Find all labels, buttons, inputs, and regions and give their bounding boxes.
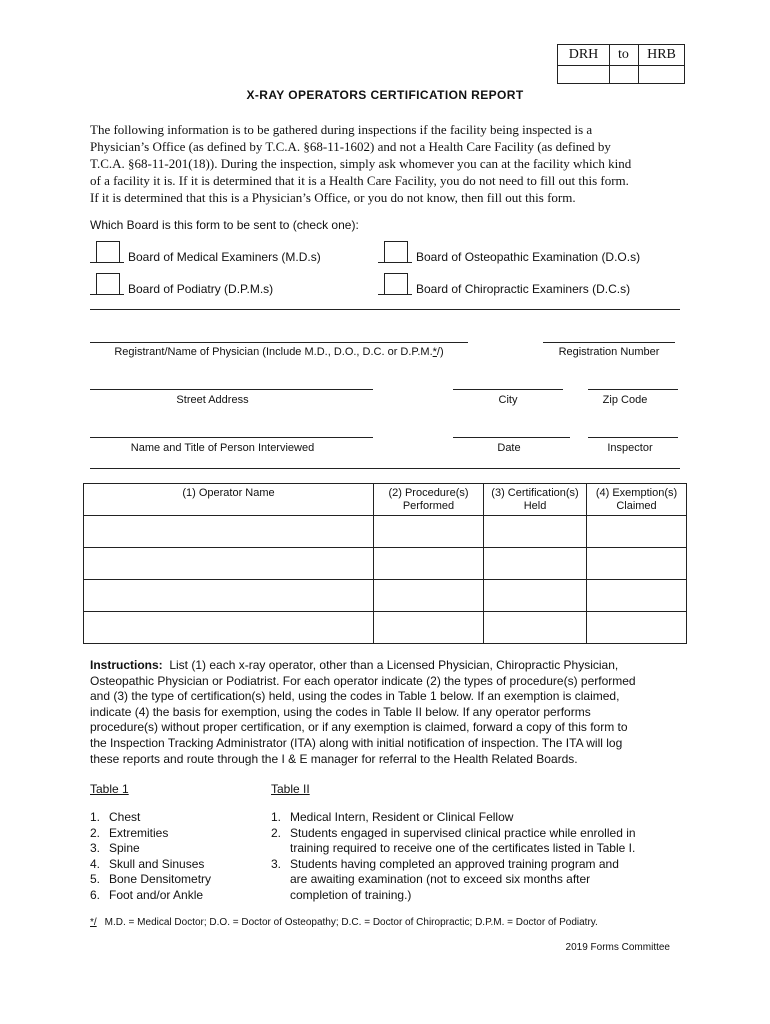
checkbox-underline — [90, 262, 124, 263]
checkbox-medical-examiners[interactable] — [96, 241, 120, 263]
section-divider — [90, 309, 680, 310]
intro-paragraph — [90, 121, 690, 206]
city-field[interactable] — [453, 389, 563, 390]
registrant-name-label: Registrant/Name of Physician (Include M.D., D.O., D.C. or D.P.M.*/) — [114, 346, 444, 358]
street-address-label: Street Address — [176, 394, 249, 406]
instructions-line: indicate (4) the basis for exemption, using the codes in Table II below. If any operator performs — [90, 704, 591, 719]
checkbox-underline — [378, 262, 412, 263]
which-board-prompt: Which Board is this form to be sent to (check one): — [90, 218, 359, 232]
checkbox-podiatry[interactable] — [96, 273, 120, 295]
procedure-cell[interactable] — [374, 516, 484, 548]
checkbox-underline — [378, 294, 412, 295]
table-row — [84, 580, 687, 612]
operator-name-cell[interactable] — [84, 580, 374, 612]
registration-number-label: Registration Number — [558, 346, 660, 358]
table2-list — [271, 810, 636, 904]
intro-line: of a facility it is. If it is determined that it is a Health Care Facility, you do not need to fill out this form. — [90, 173, 629, 188]
procedure-cell[interactable] — [374, 612, 484, 644]
routing-from: DRH — [568, 47, 599, 62]
inspector-field[interactable] — [588, 437, 678, 438]
forms-committee: 2019 Forms Committee — [565, 942, 670, 953]
instructions-line: these reports and route through the I & E manager for referral to the Health Related Boards. — [90, 751, 578, 766]
instructions-line: Osteopathic Physician or Podiatrist. For each operator indicate (2) the types of procedure(s) performed — [90, 673, 636, 688]
certification-cell[interactable] — [484, 580, 587, 612]
header-procedures: (2) Procedure(s) Performed — [374, 484, 484, 516]
table1-title: Table 1 — [90, 782, 129, 796]
zip-code-field[interactable] — [588, 389, 678, 390]
exemption-cell[interactable] — [587, 548, 687, 580]
list-item: 4. Skull and Sinuses — [90, 856, 205, 871]
footnote — [90, 917, 598, 928]
street-address-field[interactable] — [90, 389, 373, 390]
table-row — [84, 548, 687, 580]
list-item: 1. Chest — [90, 810, 141, 824]
intro-line: The following information is to be gathered during inspections if the facility being inspected is a — [90, 122, 593, 137]
list-item-continuation: completion of training.) — [290, 887, 412, 902]
header-certifications: (3) Certification(s) Held — [484, 484, 587, 516]
instructions-line: procedure(s) without proper certification, or if any exemption is claimed, forward a copy of this form to — [90, 720, 628, 735]
routing-divider — [558, 65, 684, 66]
checkbox-underline — [90, 294, 124, 295]
instructions-block — [90, 658, 690, 767]
list-item: 6. Foot and/or Ankle — [90, 887, 204, 902]
list-item-continuation: are awaiting examination (not to exceed six months after — [290, 872, 591, 887]
header-operator-name: (1) Operator Name — [84, 484, 374, 516]
list-item: 3. Students having completed an approved training program and — [271, 856, 619, 871]
interviewee-label: Name and Title of Person Interviewed — [130, 442, 315, 454]
header-exemptions: (4) Exemption(s) Claimed — [587, 484, 687, 516]
table2-title: Table II — [271, 782, 310, 796]
intro-line: T.C.A. §68-11-201(18)). During the inspection, simply ask whomever you can at the facility which kind — [90, 156, 632, 171]
certification-cell[interactable] — [484, 612, 587, 644]
table-header-row — [84, 484, 687, 516]
routing-to: to — [618, 47, 629, 62]
form-title: X-RAY OPERATORS CERTIFICATION REPORT — [246, 88, 524, 102]
list-item: 3. Spine — [90, 841, 140, 856]
registrant-name-field[interactable] — [90, 342, 468, 343]
intro-line: Physician’s Office (as defined by T.C.A. §68-11-1602) and not a Health Care Facility (as defined by — [90, 139, 611, 154]
list-item-continuation: training required to receive one of the certificates listed in Table I. — [290, 841, 636, 856]
table1-list — [90, 810, 211, 904]
registration-number-field[interactable] — [543, 342, 675, 343]
routing-dest: HRB — [647, 47, 676, 62]
certification-cell[interactable] — [484, 516, 587, 548]
procedure-cell[interactable] — [374, 580, 484, 612]
intro-line: If it is determined that this is a Physician’s Office, or you do not know, then fill out this form. — [90, 190, 576, 205]
list-item: 2. Students engaged in supervised clinical practice while enrolled in — [271, 825, 636, 840]
city-label: City — [498, 394, 518, 406]
operator-name-cell[interactable] — [84, 516, 374, 548]
operator-name-cell[interactable] — [84, 612, 374, 644]
footnote-text: M.D. = Medical Doctor; D.O. = Doctor of Osteopathy; D.C. = Doctor of Chiropractic; D.P.M. = Doctor of Podiatry. — [104, 917, 598, 928]
board-label-osteopathic: Board of Osteopathic Examination (D.O.s) — [416, 250, 641, 264]
exemption-cell[interactable] — [587, 580, 687, 612]
board-label-medical: Board of Medical Examiners (M.D.s) — [128, 250, 321, 264]
checkbox-chiropractic[interactable] — [384, 273, 408, 295]
interviewee-field[interactable] — [90, 437, 373, 438]
inspector-label: Inspector — [607, 442, 653, 454]
instructions-line: List (1) each x-ray operator, other than a Licensed Physician, Chiropractic Physician, — [169, 658, 619, 672]
exemption-cell[interactable] — [587, 516, 687, 548]
date-field[interactable] — [453, 437, 570, 438]
routing-box — [557, 44, 685, 84]
board-label-podiatry: Board of Podiatry (D.P.M.s) — [128, 282, 274, 296]
operator-name-cell[interactable] — [84, 548, 374, 580]
instructions-heading: Instructions: — [90, 658, 163, 672]
certification-cell[interactable] — [484, 548, 587, 580]
table-row — [84, 516, 687, 548]
date-label: Date — [497, 442, 521, 454]
table-row — [84, 612, 687, 644]
checkbox-osteopathic[interactable] — [384, 241, 408, 263]
procedure-cell[interactable] — [374, 548, 484, 580]
board-label-chiropractic: Board of Chiropractic Examiners (D.C.s) — [416, 282, 631, 296]
zip-code-label: Zip Code — [602, 394, 648, 406]
instructions-line: the Inspection Tracking Administrator (ITA) along with initial notification of inspection. The ITA will log — [90, 735, 623, 750]
footnote-mark: */ — [90, 917, 97, 928]
instructions-line: and (3) the type of certification(s) held, using the codes in Table 1 below. If an exemption is claimed, — [90, 689, 620, 704]
list-item: 1. Medical Intern, Resident or Clinical Fellow — [271, 810, 514, 824]
operators-table — [83, 483, 687, 644]
section-divider — [90, 468, 680, 469]
list-item: 2. Extremities — [90, 825, 169, 840]
exemption-cell[interactable] — [587, 612, 687, 644]
list-item: 5. Bone Densitometry — [90, 872, 212, 887]
